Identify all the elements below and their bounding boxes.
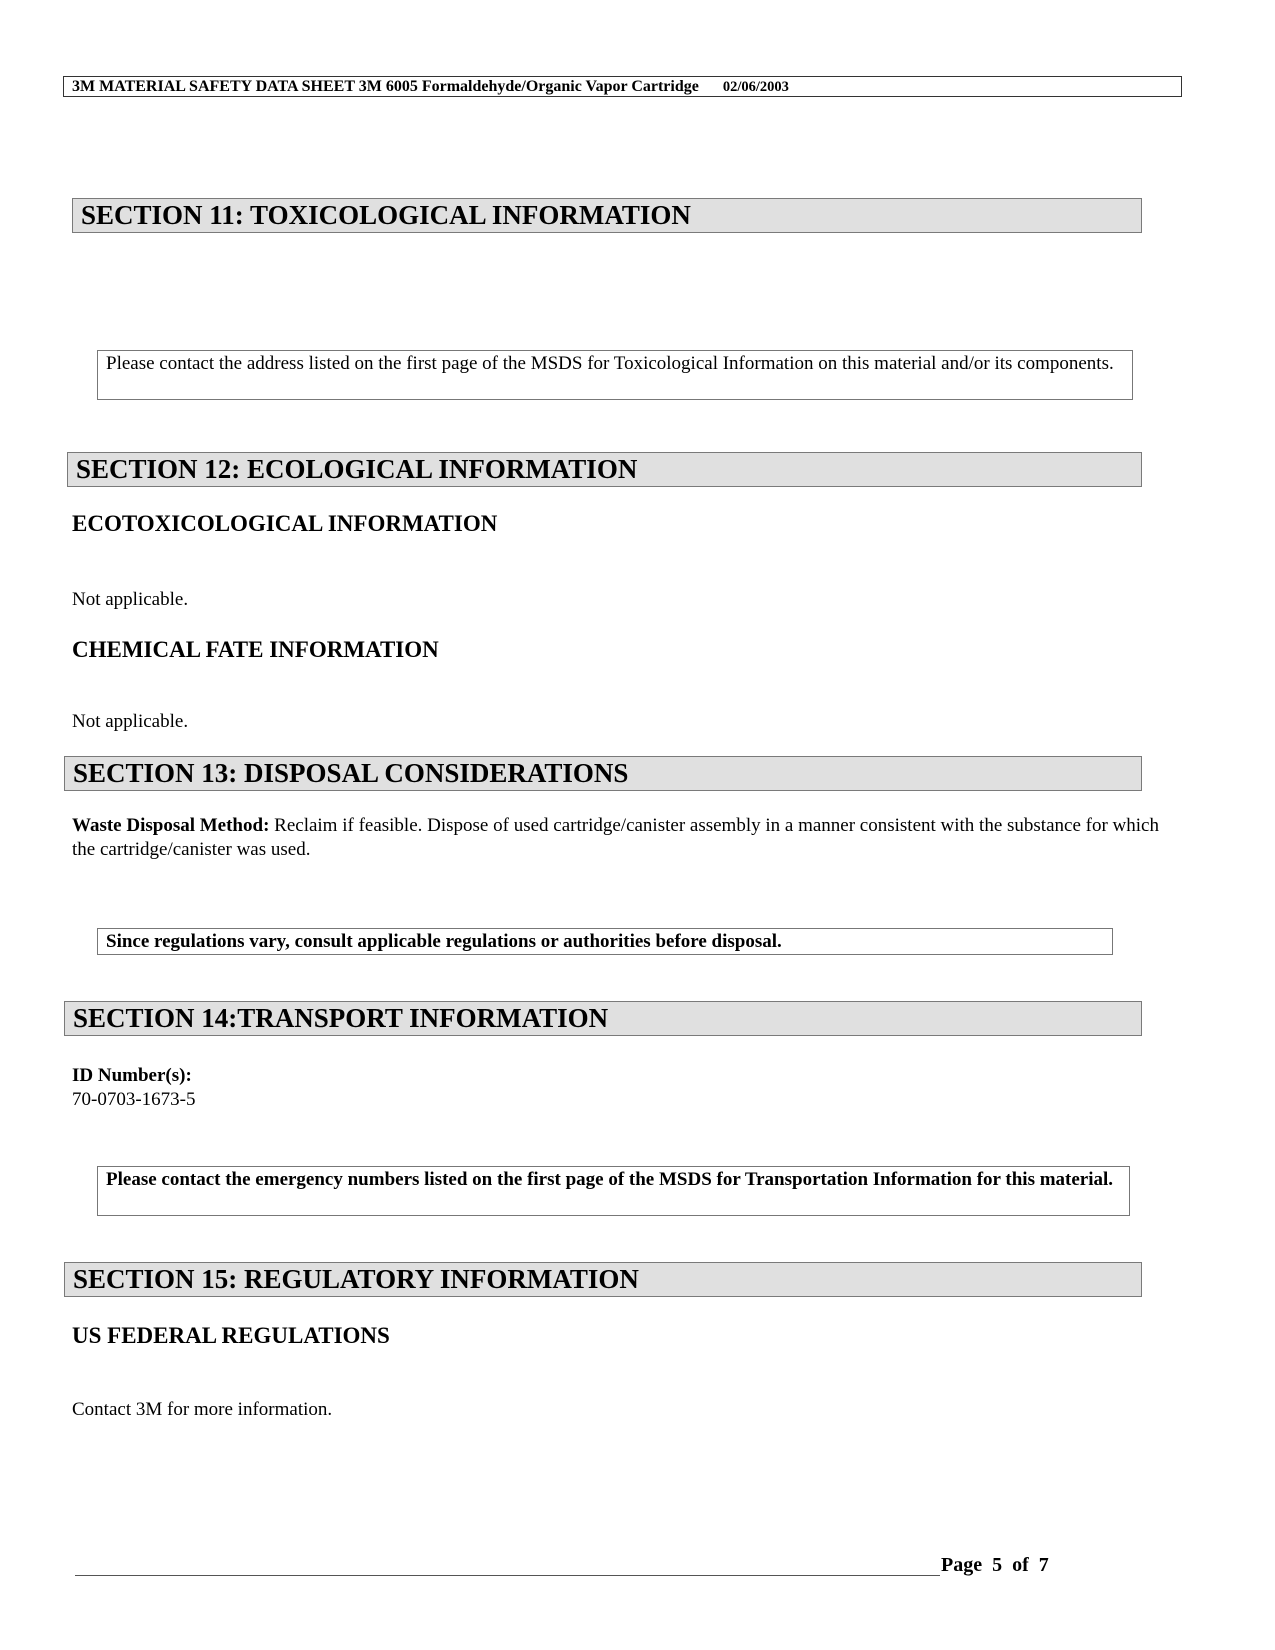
waste-disposal-text: Reclaim if feasible. Dispose of used cartridge/canister assembly in a manner consistent with the substance for which the cartridge/canister was used.: [72, 815, 1159, 860]
waste-disposal-label: Waste Disposal Method:: [72, 815, 270, 836]
section-14-heading: SECTION 14:TRANSPORT INFORMATION: [64, 1001, 1142, 1036]
ecotoxicological-heading: ECOTOXICOLOGICAL INFORMATION: [72, 511, 498, 536]
section-13-heading: SECTION 13: DISPOSAL CONSIDERATIONS: [64, 756, 1142, 791]
section-13-note-box: Since regulations vary, consult applicable regulations or authorities before disposal.: [97, 928, 1113, 955]
document-header: [63, 76, 1182, 97]
section-14-note-box: Please contact the emergency numbers listed on the first page of the MSDS for Transportation Information for this material.: [97, 1166, 1130, 1216]
ecotoxicological-text: Not applicable.: [72, 589, 189, 610]
us-federal-regulations-text: Contact 3M for more information.: [72, 1399, 333, 1420]
waste-disposal-paragraph: [72, 814, 1162, 862]
us-federal-regulations-heading: US FEDERAL REGULATIONS: [72, 1323, 390, 1348]
section-15-heading: SECTION 15: REGULATORY INFORMATION: [64, 1262, 1142, 1297]
section-12-heading: SECTION 12: ECOLOGICAL INFORMATION: [67, 452, 1142, 487]
id-number-label: ID Number(s):: [72, 1065, 192, 1086]
section-11-note-box: Please contact the address listed on the first page of the MSDS for Toxicological Information on this material and/or its components.: [97, 350, 1133, 400]
document-title: 3M MATERIAL SAFETY DATA SHEET 3M 6005 Formaldehyde/Organic Vapor Cartridge: [72, 78, 699, 95]
page-number: Page 5 of 7: [941, 1554, 1049, 1576]
chemical-fate-text: Not applicable.: [72, 711, 189, 732]
footer-rule: [75, 1575, 940, 1576]
chemical-fate-heading: CHEMICAL FATE INFORMATION: [72, 637, 439, 662]
id-number-value: 70-0703-1673-5: [72, 1089, 196, 1110]
section-11-heading: SECTION 11: TOXICOLOGICAL INFORMATION: [72, 198, 1142, 233]
document-date: 02/06/2003: [722, 79, 789, 95]
